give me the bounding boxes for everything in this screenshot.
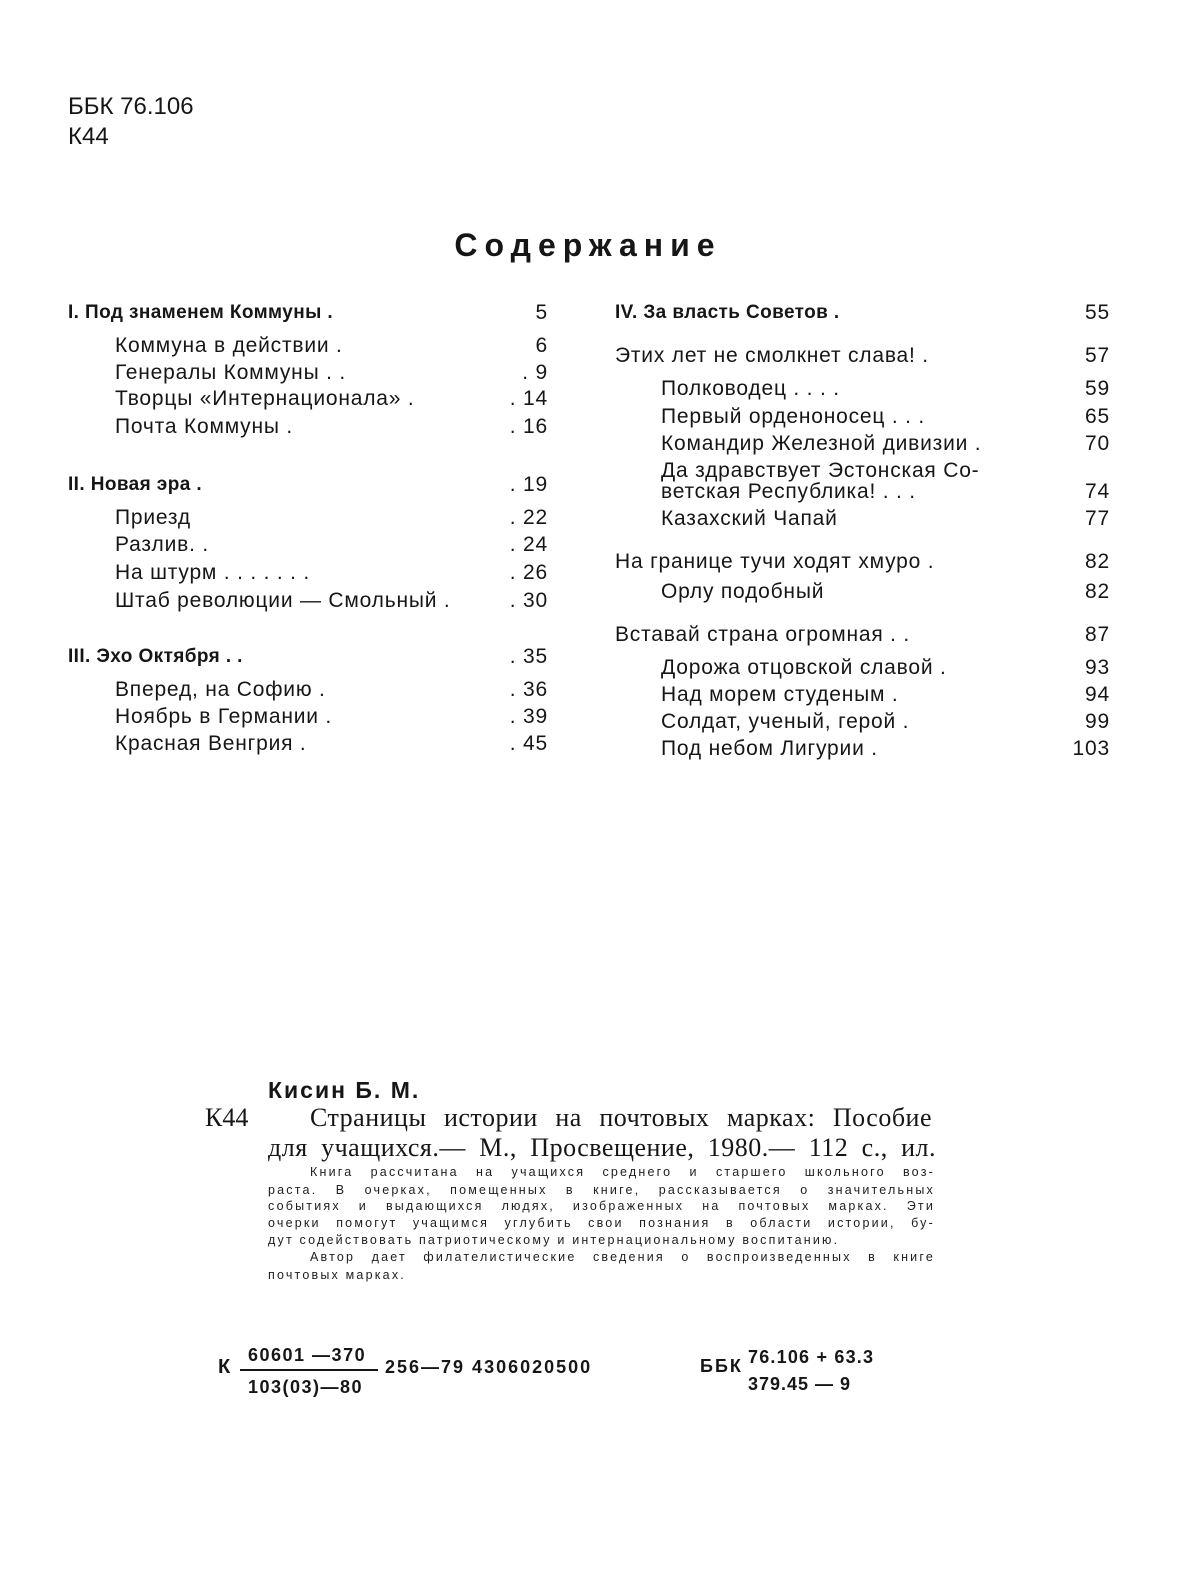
toc-entry-title: Вперед, на Софию . xyxy=(115,678,326,701)
toc-entry-page: . 9 xyxy=(522,361,548,384)
card-title-line: Страницы истории на почтовых марках: Пособие xyxy=(310,1103,932,1132)
toc-entry xyxy=(68,505,548,531)
toc-entry-page: 59 xyxy=(1085,377,1110,400)
toc-entry-title: Творцы «Интернационала» . xyxy=(115,387,415,410)
toc-entry-page: . 22 xyxy=(509,506,548,529)
toc-entry-page: . 35 xyxy=(509,645,548,668)
toc-entry-title: Почта Коммуны . xyxy=(115,415,294,438)
toc-entry-page: 65 xyxy=(1085,405,1110,428)
toc-entry-page: 82 xyxy=(1085,550,1110,573)
toc-entry-title: II. Новая эра . xyxy=(68,474,203,495)
toc-entry-title: IV. За власть Советов . xyxy=(615,302,840,323)
annotation-line: раста. В очерках, помещенных в книге, рассказывается о значительных xyxy=(268,1183,935,1197)
toc-entry-title: Этих лет не смолкнет слава! . xyxy=(615,344,929,367)
toc-entry xyxy=(68,560,548,586)
bbk-classification: ББК 76.106 xyxy=(68,93,194,120)
toc-entry-title: На границе тучи ходят хмуро . xyxy=(615,550,935,573)
toc-entry-title: Приезд xyxy=(115,506,191,529)
toc-entry-page: . 36 xyxy=(509,678,548,701)
toc-entry-title: Штаб революции — Смольный . xyxy=(115,589,451,612)
imprint-denominator: 103(03)—80 xyxy=(248,1377,364,1397)
toc-entry xyxy=(615,709,1110,735)
toc-entry-title: Под небом Лигурии . xyxy=(661,737,878,760)
toc-entry-page: 99 xyxy=(1085,710,1110,733)
annotation-line: событиях и выдающихся людях, изображенных на почтовых марках. Эти xyxy=(268,1199,935,1213)
toc-entry xyxy=(68,414,548,440)
toc-entry-page: 6 xyxy=(535,334,548,357)
annotation-line: Автор дает филателистические сведения о воспроизведенных в книге xyxy=(310,1250,935,1264)
imprint-bbk-label: ББК xyxy=(700,1356,743,1376)
imprint-bbk-top: 76.106 + 63.3 xyxy=(748,1347,875,1367)
toc-entry xyxy=(68,360,548,386)
toc-entry xyxy=(68,386,548,412)
toc-entry-title: Солдат, ученый, герой . xyxy=(661,710,910,733)
toc-entry-page: . 16 xyxy=(509,415,548,438)
toc-entry-title: Ноябрь в Германии . xyxy=(115,705,333,728)
toc-entry-title: Вставай страна огромная . . xyxy=(615,623,911,646)
toc-entry-page: 5 xyxy=(535,301,548,324)
toc-entry-page: 94 xyxy=(1085,683,1110,706)
toc-entry-title: I. Под знаменем Коммуны . xyxy=(68,302,334,323)
toc-entry-page: 55 xyxy=(1085,301,1110,324)
annotation-line: дут содействовать патриотическому и интернациональному воспитанию. xyxy=(268,1233,840,1247)
imprint-letter: К xyxy=(218,1356,231,1378)
toc-entry xyxy=(68,333,548,359)
toc-entry xyxy=(615,655,1110,681)
toc-entry xyxy=(615,506,1110,532)
toc-entry-title: III. Эхо Октября . . xyxy=(68,646,243,667)
toc-entry-page: 77 xyxy=(1085,507,1110,530)
toc-entry xyxy=(68,704,548,730)
toc-entry-page: . 30 xyxy=(509,589,548,612)
toc-entry-page: 82 xyxy=(1085,580,1110,603)
toc-entry-title: Казахский Чапай xyxy=(661,507,838,530)
toc-section-heading xyxy=(68,644,548,670)
toc-entry-page: . 14 xyxy=(509,387,548,410)
toc-entry-title: Красная Венгрия . xyxy=(115,732,307,755)
toc-entry-page: 103 xyxy=(1072,737,1110,760)
toc-entry-title: Дорожа отцовской славой . xyxy=(661,656,947,679)
toc-entry-title: Орлу подобный xyxy=(661,580,825,603)
toc-entry xyxy=(615,736,1110,762)
imprint-numerator: 60601 —370 xyxy=(248,1345,367,1365)
toc-entry-page: . 45 xyxy=(509,732,548,755)
toc-entry-page: . 26 xyxy=(509,561,548,584)
toc-entry-title: Над морем студеным . xyxy=(661,683,899,706)
toc-entry-title-continued: ветская Республика! . . . xyxy=(661,480,916,503)
toc-entry-page: 93 xyxy=(1085,656,1110,679)
toc-entry-title: На штурм . . . . . . . xyxy=(115,561,311,584)
toc-entry-title: Да здравствует Эстонская Со- xyxy=(661,459,980,482)
toc-section-heading xyxy=(615,300,1110,326)
toc-entry-page: 87 xyxy=(1085,623,1110,646)
card-author: Кисин Б. М. xyxy=(268,1077,421,1103)
toc-entry xyxy=(68,588,548,614)
annotation-line: Книга рассчитана на учащихся среднего и старшего школьного воз- xyxy=(310,1165,935,1179)
imprint-code: 256—79 4306020500 xyxy=(385,1357,593,1377)
toc-entry xyxy=(615,579,1110,605)
toc-entry xyxy=(615,622,1110,648)
toc-entry xyxy=(615,458,1110,506)
annotation-line: очерки помогут учащимся углубить свои познания в области истории, бу- xyxy=(268,1216,935,1230)
toc-entry-page: 57 xyxy=(1085,344,1110,367)
toc-entry-title: Полководец . . . . xyxy=(661,377,840,400)
toc-entry-title: Разлив. . xyxy=(115,533,209,556)
card-author-index: К44 xyxy=(205,1103,249,1132)
toc-entry-title: Первый орденоносец . . . xyxy=(661,405,926,428)
page-title: Содержание xyxy=(454,227,722,263)
toc-section-heading xyxy=(68,300,548,326)
author-index: К44 xyxy=(68,123,109,150)
toc-entry xyxy=(615,404,1110,430)
toc-entry-title: Командир Железной дивизии . xyxy=(661,432,982,455)
toc-entry-title: Генералы Коммуны . . xyxy=(115,361,347,384)
toc-entry xyxy=(615,549,1110,575)
annotation-line: почтовых марках. xyxy=(268,1268,406,1282)
toc-entry-page: . 19 xyxy=(509,473,548,496)
toc-entry xyxy=(68,677,548,703)
toc-entry xyxy=(68,731,548,757)
toc-entry xyxy=(68,532,548,558)
toc-entry-page: . 24 xyxy=(509,533,548,556)
toc-entry xyxy=(615,682,1110,708)
imprint-bbk-bottom: 379.45 — 9 xyxy=(748,1374,852,1394)
toc-section-heading xyxy=(68,472,548,498)
toc-entry xyxy=(615,376,1110,402)
toc-entry-page: . 39 xyxy=(509,705,548,728)
toc-entry-page: 74 xyxy=(1085,480,1110,503)
toc-entry xyxy=(615,431,1110,457)
toc-entry-title: Коммуна в действии . xyxy=(115,334,343,357)
toc-entry-page: 70 xyxy=(1085,432,1110,455)
fraction-bar xyxy=(240,1369,378,1371)
toc-entry xyxy=(615,343,1110,369)
card-title-line: для учащихся.— М., Просвещение, 1980.— 112 с., ил. xyxy=(268,1133,936,1162)
